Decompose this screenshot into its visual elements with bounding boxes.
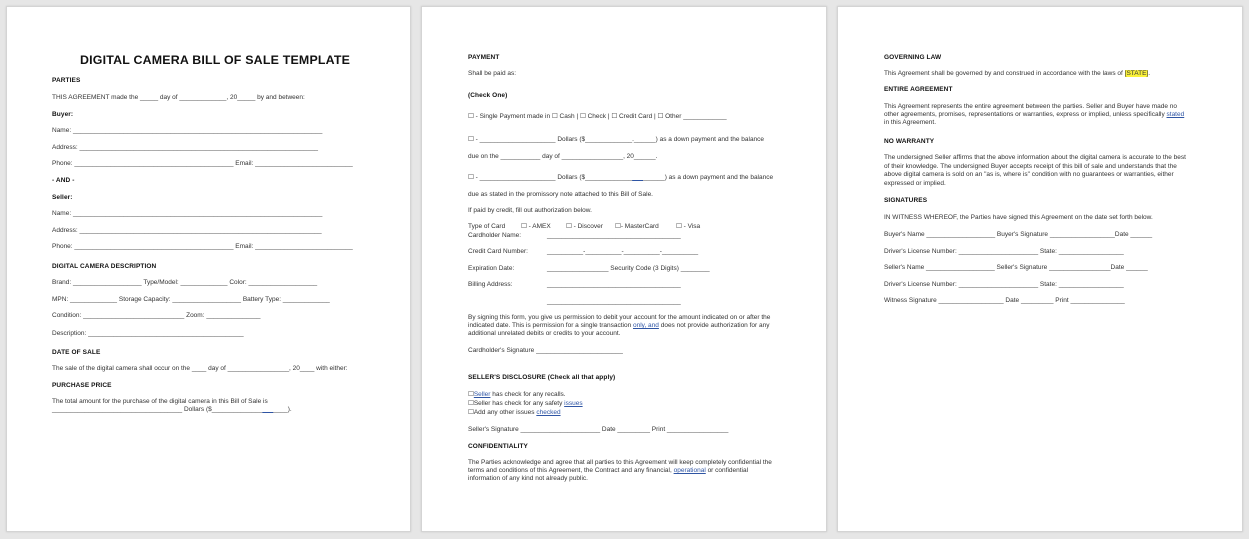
disclosure-other-checkbox[interactable]: ☐Add any other issues checked bbox=[468, 409, 561, 416]
credit-intro-line: If paid by credit, fill out authorization below. bbox=[468, 207, 592, 214]
seller-phone-email-field: Phone: ____________________________________________ Email: ___________________________ bbox=[52, 243, 353, 250]
disclosure-recalls-checkbox[interactable]: ☐Seller has check for any recalls. bbox=[468, 391, 566, 398]
cardholder-name-label: Cardholder Name: bbox=[468, 232, 522, 239]
document-title: DIGITAL CAMERA BILL OF SALE TEMPLATE bbox=[80, 53, 351, 67]
buyer-heading: Buyer: bbox=[52, 111, 74, 118]
card-type-label: Type of Card bbox=[468, 223, 506, 230]
signing-paragraph-line-1: By signing this form, you give us permission to debit your account for the amount indicated on or after the bbox=[468, 314, 771, 321]
purchase-price-heading: PURCHASE PRICE bbox=[52, 382, 112, 389]
date-of-sale-line: The sale of the digital camera shall occur on the ____ day of _________________, 20____ with either: bbox=[52, 365, 348, 372]
billing-address-field-2[interactable]: _____________________________________ bbox=[547, 298, 681, 305]
expiration-label: Expiration Date: bbox=[468, 265, 515, 272]
card-amex-checkbox[interactable]: ☐ - AMEX bbox=[521, 223, 551, 230]
governing-law-heading: GOVERNING LAW bbox=[884, 54, 942, 61]
entire-agreement-line-1: This Agreement represents the entire agreement between the parties. Seller and Buyer have made no bbox=[884, 103, 1178, 110]
witness-intro-line: IN WITNESS WHEREOF, the Parties have signed this Agreement on the date set forth below. bbox=[884, 214, 1153, 221]
confidentiality-line-1: The Parties acknowledge and agree that all parties to this Agreement will keep completely confidential the bbox=[468, 459, 772, 466]
camera-mpn-line: MPN: _____________ Storage Capacity: ___________________ Battery Type: _____________ bbox=[52, 296, 330, 303]
document-page-3 bbox=[837, 6, 1243, 532]
buyer-address-field: Address: __________________________________________________________________ bbox=[52, 144, 319, 151]
entire-agreement-heading: ENTIRE AGREEMENT bbox=[884, 86, 953, 93]
payment-heading: PAYMENT bbox=[468, 54, 500, 61]
down-payment-option-1[interactable]: ☐ - _____________________ Dollars ($_____________.______) as a down payment and the balance bbox=[468, 136, 765, 143]
buyer-phone-email-field: Phone: ____________________________________________ Email: ___________________________ bbox=[52, 160, 353, 167]
buyer-license-line: Driver's License Number: ______________________ State: __________________ bbox=[884, 248, 1124, 255]
and-separator: - AND - bbox=[52, 177, 75, 184]
signing-paragraph-line-2: indicated date. This is permission for a single transaction only, and does not provide authorization for any bbox=[468, 322, 770, 329]
card-number-field[interactable]: __________-__________-__________-__________ bbox=[547, 248, 699, 255]
card-visa-checkbox[interactable]: ☐ - Visa bbox=[676, 223, 701, 230]
buyer-name-field: Name: _____________________________________________________________________ bbox=[52, 127, 323, 134]
witness-signature-line: Witness Signature __________________ Date _________ Print _______________ bbox=[884, 297, 1125, 304]
entire-agreement-line-3: in this Agreement. bbox=[884, 119, 937, 126]
card-mastercard-checkbox[interactable]: ☐- MasterCard bbox=[615, 223, 659, 230]
camera-description-line: Description: ___________________________________________ bbox=[52, 330, 244, 337]
governing-law-text: This Agreement shall be governed by and construed in accordance with the laws of [STATE]. bbox=[884, 70, 1151, 77]
confidentiality-line-2: terms and conditions of this Agreement, the Contract and any financial, operational or confidential bbox=[468, 467, 749, 474]
purchase-price-amount-line: ____________________________________ Dollars ($_____________________). bbox=[52, 406, 292, 413]
seller-signature-line: Seller's Signature ______________________ Date _________ Print _________________ bbox=[468, 426, 729, 433]
seller-signature-line: Seller's Name ___________________ Seller's Signature _________________Date ______ bbox=[884, 264, 1148, 271]
card-discover-checkbox[interactable]: ☐ - Discover bbox=[566, 223, 603, 230]
due-on-line: due on the ___________ day of _________________, 20______. bbox=[468, 153, 658, 160]
seller-license-line: Driver's License Number: ______________________ State: __________________ bbox=[884, 281, 1124, 288]
promissory-note-line: due as stated in the promissory note attached to this Bill of Sale. bbox=[468, 191, 653, 198]
card-number-label: Credit Card Number: bbox=[468, 248, 528, 255]
seller-address-field: Address: ___________________________________________________________________ bbox=[52, 227, 322, 234]
billing-address-field-1[interactable]: _____________________________________ bbox=[547, 281, 681, 288]
confidentiality-heading: CONFIDENTIALITY bbox=[468, 443, 528, 450]
date-of-sale-heading: DATE OF SALE bbox=[52, 349, 101, 356]
expiration-security-field[interactable]: _________________ Security Code (3 Digits) ________ bbox=[547, 265, 710, 272]
agreement-line: THIS AGREEMENT made the _____ day of _____________, 20_____ by and between: bbox=[52, 94, 305, 101]
check-one-label: (Check One) bbox=[468, 92, 508, 99]
disclosure-safety-checkbox[interactable]: ☐Seller has check for any safety issues bbox=[468, 400, 583, 407]
seller-disclosure-heading: SELLER'S DISCLOSURE (Check all that apply) bbox=[468, 374, 616, 381]
signing-paragraph-line-3: additional unrelated debits or credits to your account. bbox=[468, 330, 621, 337]
billing-address-label: Billing Address: bbox=[468, 281, 513, 288]
document-page-1 bbox=[6, 6, 411, 532]
entire-agreement-line-2: other agreements, promises, representations or warranties, express or implied, unless specifically stated bbox=[884, 111, 1185, 118]
document-page-2 bbox=[421, 6, 827, 532]
cardholder-name-field[interactable]: _____________________________________ bbox=[547, 232, 681, 239]
camera-brand-line: Brand: ___________________ Type/Model: _____________ Color: ___________________ bbox=[52, 279, 318, 286]
purchase-price-line: The total amount for the purchase of the digital camera in this Bill of Sale is bbox=[52, 398, 268, 405]
single-payment-option[interactable]: ☐ - Single Payment made in ☐ Cash | ☐ Check | ☐ Credit Card | ☐ Other ____________ bbox=[468, 113, 727, 120]
camera-condition-line: Condition: ____________________________ Zoom: _______________ bbox=[52, 312, 261, 319]
signatures-heading: SIGNATURES bbox=[884, 197, 928, 204]
no-warranty-heading: NO WARRANTY bbox=[884, 138, 935, 145]
camera-description-heading: DIGITAL CAMERA DESCRIPTION bbox=[52, 263, 157, 270]
confidentiality-line-3: information of any kind not already public. bbox=[468, 475, 588, 482]
down-payment-option-2[interactable]: ☐ - _____________________ Dollars ($______________________) as a down payment and the balance bbox=[468, 174, 774, 181]
seller-name-field: Name: _____________________________________________________________________ bbox=[52, 210, 323, 217]
buyer-signature-line: Buyer's Name ___________________ Buyer's Signature __________________Date ______ bbox=[884, 231, 1153, 238]
cardholder-signature-line: Cardholder's Signature ________________________ bbox=[468, 347, 623, 354]
seller-heading: Seller: bbox=[52, 194, 73, 201]
parties-heading: PARTIES bbox=[52, 77, 81, 84]
paid-as-line: Shall be paid as: bbox=[468, 70, 517, 77]
no-warranty-text: The undersigned Seller affirms that the above information about the digital camera is accurate to the best of their knowledge. The undersigned Buyer accepts receipt of this bill of sale and understands that the above digital camera is sold on an "as is, where is" condition with no guarantees or warranties, either expressed or implied. bbox=[884, 154, 1186, 187]
state-placeholder: [STATE] bbox=[1124, 70, 1149, 77]
